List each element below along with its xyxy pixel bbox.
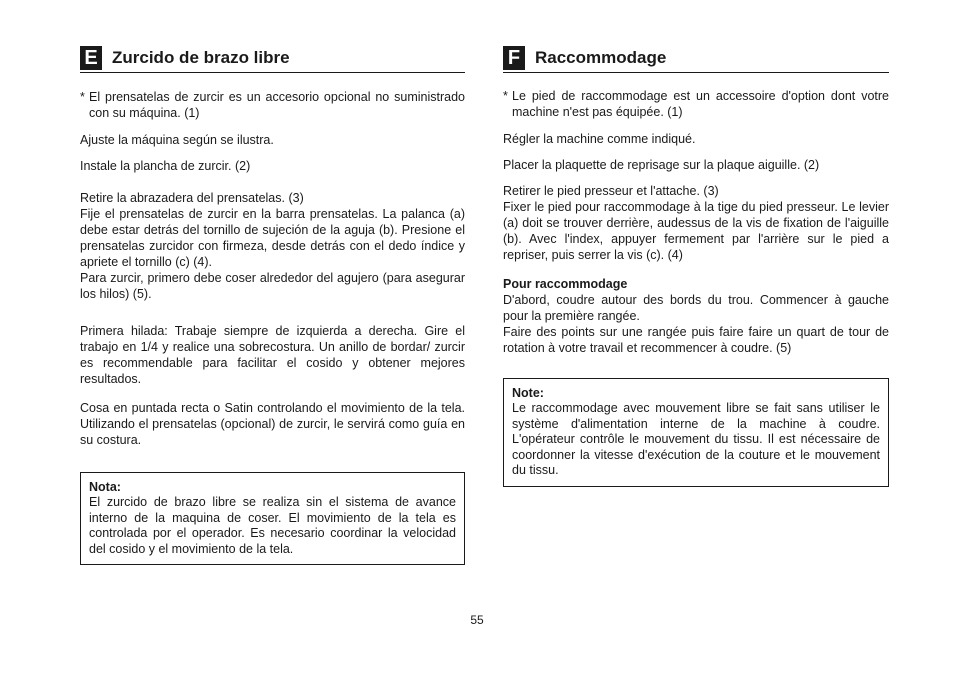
note-box-f <box>503 378 889 487</box>
instruction-remove-e: Retire la abrazadera del prensatelas. (3) <box>80 191 304 205</box>
instruction-plate-e: Instale la plancha de zurcir. (2) <box>80 159 251 173</box>
instruction-adjust-f: Régler la machine comme indiqué. <box>503 132 696 146</box>
instruction-sew-around-e: Para zurcir, primero debe coser alrededor del agujero (para asegurar los hilos) (5). <box>80 271 465 301</box>
intro-text-e: El prensatelas de zurcir es un accesorio opcional no suministrado con su máquina. (1) <box>89 90 465 120</box>
section-heading-f <box>503 45 889 73</box>
instruction-attach-e: Fije el prensatelas de zurcir en la barra prensatelas. La palanca (a) debe estar detrás del tornillo de sujeción de la aguja (b). Presione el prensatelas zurcidor con firmeza, desde detrás con el dedo índice y apriete el tornillo (c) (4). <box>80 207 465 269</box>
instruction-straight-stitch-e: Cosa en puntada recta o Satin controlando el movimiento de la tela. Utilizando el prensatelas (opcional) de zurcir, le servirá como guía en su costura. <box>80 401 465 447</box>
spanish-column <box>80 45 465 565</box>
subheading-raccommodage: Pour raccommodage <box>503 277 628 291</box>
section-letter-badge-e: E <box>80 46 102 70</box>
note-box-e <box>80 472 465 565</box>
instruction-first-row-e: Primera hilada: Trabaje siempre de izquierda a derecha. Gire el trabajo en 1/4 y realice una sobrecostura. Un anillo de bordar/ zurcir es recommendable para facilitar el cosido y obtener mejores resultados. <box>80 324 465 386</box>
instruction-plate-f: Placer la plaquette de reprisage sur la plaque aiguille. (2) <box>503 158 820 172</box>
note-text-e: El zurcido de brazo libre se realiza sin el sistema de avance interno de la maquina de coser. El movimiento de la tela es controlada por el operador. Es necesario coordinar la velocidad del cosido y el movimiento de la tela. <box>89 495 456 556</box>
instruction-remove-f: Retirer le pied presseur et l'attache. (3) <box>503 184 719 198</box>
intro-note-e <box>80 89 465 121</box>
french-column <box>503 45 889 487</box>
asterisk-f: * <box>503 89 508 103</box>
section-title-e: Zurcido de brazo libre <box>112 48 290 67</box>
intro-note-f <box>503 88 889 120</box>
note-title-e: Nota: <box>89 480 121 494</box>
intro-text-f: Le pied de raccommodage est un accessoire d'option dont votre machine n'est pas équipée. (1) <box>512 89 889 119</box>
section-title-f: Raccommodage <box>535 48 667 67</box>
section-letter-badge-f: F <box>503 46 525 70</box>
instruction-rows-f: Faire des points sur une rangée puis faire faire un quart de tour de rotation à votre travail et recommencer à coudre. (5) <box>503 325 889 355</box>
note-title-f: Note: <box>512 386 544 400</box>
instruction-adjust-e: Ajuste la máquina según se ilustra. <box>80 133 274 147</box>
asterisk-e: * <box>80 90 85 104</box>
note-text-f: Le raccommodage avec mouvement libre se fait sans utiliser le système d'alimentation interne de la machine à coudre. L'opérateur contrôle le mouvement du tissu. Il est nécessaire de coordonner la vitesse d'exécution de la couture et le mouvement du tissu. <box>512 401 880 477</box>
instruction-sew-around-f: D'abord, coudre autour des bords du trou. Commencer à gauche pour la première rangée. <box>503 293 889 323</box>
section-heading-e <box>80 45 465 73</box>
instruction-attach-f: Fixer le pied pour raccommodage à la tige du pied presseur. Le levier (a) doit se trouver derrière, audessus de la vis de fixation de l'aiguille (b). Avec l'index, appuyer fermement par l'arrière sur le pied a repriser, puis serrer la vis (c). (4) <box>503 200 889 262</box>
page-number: 55 <box>470 613 484 627</box>
